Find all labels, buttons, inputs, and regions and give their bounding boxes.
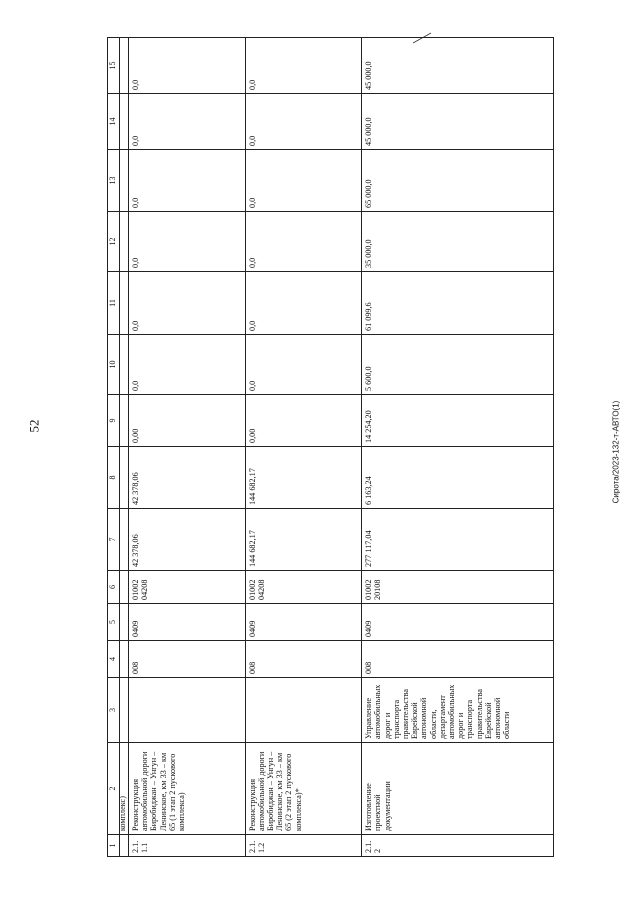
cell-c14: 0,0 <box>128 94 245 150</box>
header-cell: 9 <box>108 395 120 447</box>
header-cell: 5 <box>108 604 120 641</box>
cell-c5: 0409 <box>362 604 554 641</box>
cell-c4: 008 <box>128 641 245 678</box>
cell-c10: 5 600,0 <box>362 335 554 395</box>
header-cell: 14 <box>108 94 120 150</box>
cell-c9: 0,00 <box>128 395 245 447</box>
cell-c4: 008 <box>245 641 362 678</box>
header-cell: 10 <box>108 335 120 395</box>
header-cell: 8 <box>108 447 120 509</box>
cell-c6: 01002 20108 <box>362 571 554 604</box>
header-cell: 13 <box>108 150 120 212</box>
cell-c10: 0,0 <box>128 335 245 395</box>
cell-c9: 14 254,20 <box>362 395 554 447</box>
row-name: Изготовление проектной документации <box>362 743 554 835</box>
table-row <box>128 38 245 857</box>
table-header-row <box>108 38 120 857</box>
cell-c7: 277 117,04 <box>362 509 554 571</box>
cell-c14: 45 000,0 <box>362 94 554 150</box>
cell-c7: 42 378,06 <box>128 509 245 571</box>
cell-c10: 0,0 <box>245 335 362 395</box>
row-executor <box>245 678 362 743</box>
table-row <box>362 38 554 857</box>
cell-c12: 0,0 <box>128 212 245 272</box>
cell-c12: 0,0 <box>245 212 362 272</box>
header-cell: 4 <box>108 641 120 678</box>
continued-name: комплекс) <box>118 796 128 831</box>
budget-table-container <box>107 38 554 857</box>
header-cell: 7 <box>108 509 120 571</box>
header-cell: 12 <box>108 212 120 272</box>
cell-c12: 35 000,0 <box>362 212 554 272</box>
table-row-continuation <box>120 38 129 857</box>
page-number: 52 <box>26 419 42 433</box>
cell-c6: 01002 04208 <box>128 571 245 604</box>
table-row <box>245 38 362 857</box>
cell-c14: 0,0 <box>245 94 362 150</box>
cell-c13: 0,0 <box>245 150 362 212</box>
cell-c7: 144 682,17 <box>245 509 362 571</box>
header-cell: 15 <box>108 38 120 94</box>
cell-c4: 008 <box>362 641 554 678</box>
document-code: Сирота/2023-132-т-АВТО(1) <box>611 400 621 504</box>
row-name: Реконструкция автомобильной дороги Биробиджан – Унгун – Ленинское, км 33 – км 65 (2 этап 2 пускового комплекса)* <box>245 743 362 835</box>
row-name: Реконструкция автомобильной дороги Биробиджан – Унгун – Ленинское, км 33 – км 65 (1 этап 2 пускового комплекса) <box>128 743 245 835</box>
cell-c15: 45 000,0 <box>362 38 554 94</box>
cell-c6: 01002 04208 <box>245 571 362 604</box>
row-id: 2.1.1.1 <box>128 835 245 857</box>
cell-c13: 65 000,0 <box>362 150 554 212</box>
row-id: 2.1.1.2 <box>245 835 362 857</box>
row-id: 2.1.2 <box>362 835 554 857</box>
cell-c8: 42 378,06 <box>128 447 245 509</box>
row-executor: Управление автомобильных дорог и транспорта правительства Еврейской автономной области, департамент автомобильных дорог и транспорта правительства Еврейской автономной области <box>362 678 554 743</box>
header-cell: 2 <box>108 743 120 835</box>
cell-c8: 6 163,24 <box>362 447 554 509</box>
cell-c11: 61 099,6 <box>362 272 554 335</box>
header-cell: 6 <box>108 571 120 604</box>
cell-c5: 0409 <box>128 604 245 641</box>
cell-c15: 0,0 <box>128 38 245 94</box>
header-cell: 3 <box>108 678 120 743</box>
budget-table <box>107 37 554 857</box>
header-cell: 1 <box>108 835 120 857</box>
cell-c5: 0409 <box>245 604 362 641</box>
cell-c8: 144 682,17 <box>245 447 362 509</box>
cell-c11: 0,0 <box>128 272 245 335</box>
row-executor <box>128 678 245 743</box>
cell-c11: 0,0 <box>245 272 362 335</box>
cell-c15: 0,0 <box>245 38 362 94</box>
cell-c9: 0,00 <box>245 395 362 447</box>
header-cell: 11 <box>108 272 120 335</box>
cell-c13: 0,0 <box>128 150 245 212</box>
